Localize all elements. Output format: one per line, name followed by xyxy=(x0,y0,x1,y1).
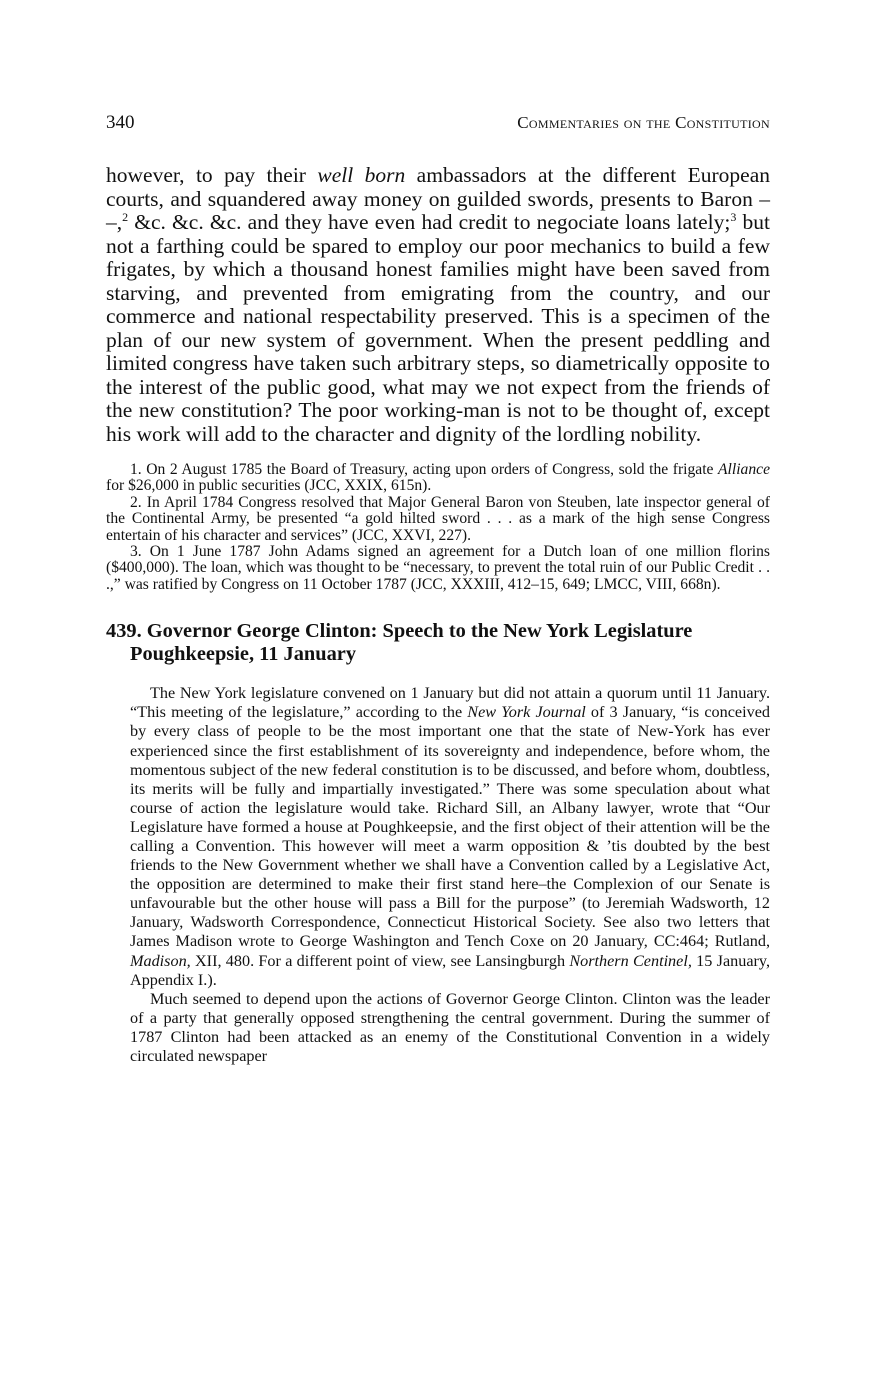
footnotes xyxy=(106,462,770,593)
body-text-part: ambassadors at the different European courts, and squandered away money on guilded swords, presents to Baron – –, xyxy=(106,163,771,234)
body-paragraph xyxy=(106,164,770,446)
page-number: 340 xyxy=(106,112,135,133)
intro-emphasis: Madison, xyxy=(130,951,191,970)
footnote-1 xyxy=(106,462,770,495)
page-header xyxy=(106,112,770,148)
section-heading: 439. Governor George Clinton: Speech to the New York Legislature Poughkeepsie, 11 January xyxy=(106,620,693,666)
intro-text-part: 15 January, Appendix I.). xyxy=(130,951,770,989)
footnote-text: 1. On 2 August 1785 the Board of Treasury, acting upon orders of Congress, sold the frigate xyxy=(130,461,719,478)
footnote-ref-3[interactable]: 3 xyxy=(730,209,737,224)
running-title: Commentaries on the Constitution xyxy=(517,113,770,132)
body-text-part: however, to pay their xyxy=(106,163,318,187)
footnote-3: 3. On 1 June 1787 John Adams signed an agreement for a Dutch loan of one million florins ($400,000). The loan, which was thought to be “necessary, to prevent the total ruin of our Public Credit . . .,” was ratified by Congress on 11 October 1787 (JCC, XXXIII, 412–15, 649; LMCC, VIII, 668n). xyxy=(106,543,770,593)
intro-paragraph: Much seemed to depend upon the actions of Governor George Clinton. Clinton was the leader of a party that generally opposed strengthening the central government. During the summer of 1787 Clinton had been attacked as an enemy of the Constitutional Convention in a widely circulated newspaper xyxy=(130,989,770,1066)
footnote-text: for $26,000 in public securities (JCC, XXIX, 615n). xyxy=(106,477,432,495)
intro-text-part: XII, 480. For a different point of view, see Lansingburgh xyxy=(190,951,570,970)
body-text-part: &c. &c. &c. and they have even had credit to negociate loans lately; xyxy=(128,210,731,234)
section-intro xyxy=(106,684,770,1066)
footnote-ref-2[interactable]: 2 xyxy=(122,209,129,224)
intro-text-part: The New York legislature convened on 1 January but did not attain a quorum until 11 January. “This meeting of the legislature,” according to the xyxy=(130,684,770,722)
intro-emphasis: New York Journal xyxy=(467,703,586,722)
intro-paragraph xyxy=(130,684,770,990)
page xyxy=(106,112,770,1066)
footnote-emphasis: Alliance xyxy=(718,461,770,478)
intro-emphasis: Northern Centinel, xyxy=(569,951,692,970)
intro-text-part: of 3 January, “is conceived by every class of people to be the most important one that the state of New-York has ever experienced since the first establishment of its sovereignty and independence, before whom, the momentous subject of the new federal constitution is to be discussed, and before whom, doubtless, its merits will be fully and impartially investigated.” There was some speculation about what course of action the legislature would take. Richard Sill, an Albany lawyer, wrote that “Our Legislature have formed a house at Poughkeepsie, and the first object of their attention will be the calling a Convention. This however will meet a warm opposition & ’tis doubted by the best friends to the New Government whether we shall have a Convention called by a Legislative Act, the opposition are determined to make their first stand here–the Complexion of our Senate is unfavourable but the other house will pass a Bill for the purpose” (to Jeremiah Wadsworth, 12 January, Wadsworth Correspondence, Connecticut Historical Society. See also two letters that James Madison wrote to George Washington and Tench Coxe on 20 January, CC:464; Rutland, xyxy=(130,703,770,951)
body-emphasis: well born xyxy=(317,163,406,187)
body-text-part: but not a farthing could be spared to employ our poor mechanics to build a few frigates, by which a thousand honest families might have been saved from starving, and prevented from emigrating from the country, and our commerce and national respectability preserved. This is a specimen of the plan of our new system of government. When the present peddling and limited congress have taken such arbitrary steps, so diametrically opposite to the interest of the public good, what may we not expect from the friends of the new constitution? The poor working-man is not to be thought of, except his work will add to the character and dignity of the lordling nobility. xyxy=(106,210,770,446)
footnote-2: 2. In April 1784 Congress resolved that Major General Baron von Steuben, late inspector general of the Continental Army, be presented “a gold hilted sword . . . as a mark of the high sense Congress entertain of his character and services” (JCC, XXVI, 227). xyxy=(106,493,770,544)
